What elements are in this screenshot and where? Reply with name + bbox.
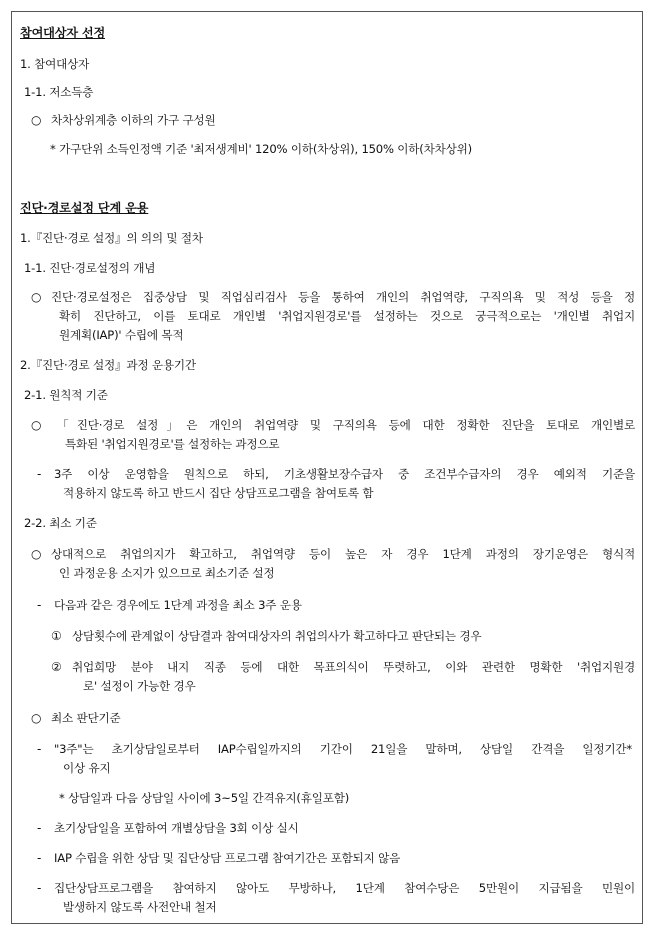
section-heading-diagnosis: 진단·경로설정 단계 운용 <box>20 201 149 215</box>
subitem-concept: 1-1. 진단·경로설정의 개념 <box>24 261 156 275</box>
circled-number-2: ② <box>51 660 62 674</box>
case-1-text: 상담횟수에 관계없이 상담결과 참여대상자의 취업의사가 확고하다고 판단되는 경우 <box>72 629 482 643</box>
principle-dash-line-2: 적용하지 않도록 하고 반드시 집단 상담프로그램을 참여토록 함 <box>63 486 374 500</box>
bullet-circle: ○ <box>31 547 42 561</box>
criteria-3weeks-line-1: "3주"는 초기상담일로부터 IAP수립일까지의 기간이 21일을 말하며, 상담일 간격을 일정기간* <box>54 742 632 756</box>
item-operation-period: 2.『진단·경로 설정』과정 운용기간 <box>20 358 196 372</box>
principle-line-1: 「진단·경로 설정」은 개인의 취업역량 및 구직의욕 등에 대한 정확한 진단을 토대로 개인별로 <box>57 418 635 432</box>
bullet-circle: ○ <box>31 418 42 432</box>
criteria-interval-note: * 상담일과 다음 상담일 사이에 3~5일 간격유지(휴일포함) <box>59 791 350 805</box>
minimum-cases-intro: 다음과 같은 경우에도 1단계 과정을 최소 3주 운용 <box>54 598 302 612</box>
dash-mark: - <box>37 467 42 481</box>
criteria-allowance-line-1: 집단상담프로그램을 참여하지 않아도 무방하나, 1단계 참여수당은 5만원이 지급됨을 민원이 <box>54 881 635 895</box>
minimum-line-1: 상대적으로 취업의지가 확고하고, 취업역량 등이 높은 자 경우 1단계 과정의 장기운영은 형식적 <box>51 547 635 561</box>
dash-mark: - <box>37 821 42 835</box>
concept-line-3: 원계획(IAP)' 수립에 목적 <box>59 328 184 342</box>
bullet-text: 차차상위계층 이하의 가구 구성원 <box>51 113 216 127</box>
concept-line-2: 확히 진단하고, 이를 토대로 개인별 '취업지원경로'를 설정하는 것으로 궁극적으로는 '개인별 취업지 <box>59 309 635 323</box>
item-participants: 1. 참여대상자 <box>20 57 90 71</box>
subitem-principle: 2-1. 원칙적 기준 <box>24 388 108 402</box>
minimum-criteria-title: 최소 판단기준 <box>51 711 121 725</box>
section-heading-participants: 참여대상자 선정 <box>20 26 106 40</box>
case-2-line-2: 로' 설정이 가능한 경우 <box>83 679 196 693</box>
principle-dash-line-1: 3주 이상 운영함을 원칙으로 하되, 기초생활보장수급자 중 조건부수급자의 경우 예외적 기준을 <box>54 467 635 481</box>
principle-line-2: 특화된 '취업지원경로'를 설정하는 과정으로 <box>65 437 280 451</box>
bullet-circle: ○ <box>31 711 42 725</box>
subitem-low-income: 1-1. 저소득층 <box>24 85 94 99</box>
criteria-3weeks-line-2: 이상 유지 <box>63 761 111 775</box>
item-diagnosis-meaning: 1.『진단·경로 설정』의 의의 및 절차 <box>20 231 203 245</box>
criteria-iap-excluded: IAP 수립을 위한 상담 및 집단상담 프로그램 참여기간은 포함되지 않음 <box>54 851 401 865</box>
circled-number-1: ① <box>51 629 62 643</box>
dash-mark: - <box>37 851 42 865</box>
criteria-individual-counseling: 초기상담일을 포함하여 개별상담을 3회 이상 실시 <box>54 821 299 835</box>
dash-mark: - <box>37 881 42 895</box>
criteria-allowance-line-2: 발생하지 않도록 사전안내 철저 <box>63 900 217 914</box>
bullet-circle: ○ <box>31 113 42 127</box>
bullet-circle: ○ <box>31 290 42 304</box>
minimum-line-2: 인 과정운용 소지가 있으므로 최소기준 설정 <box>59 566 275 580</box>
income-note: * 가구단위 소득인정액 기준 '최저생계비' 120% 이하(차상위), 150% 이하(차차상위) <box>50 142 472 156</box>
dash-mark: - <box>37 742 42 756</box>
subitem-minimum: 2-2. 최소 기준 <box>24 516 97 530</box>
dash-mark: - <box>37 598 42 612</box>
concept-line-1: 진단·경로설정은 집중상담 및 직업심리검사 등을 통하여 개인의 취업역량, 구직의욕 및 적성 등을 정 <box>51 290 635 304</box>
case-2-line-1: 취업희망 분야 내지 직종 등에 대한 목표의식이 뚜렷하고, 이와 관련한 명확한 '취업지원경 <box>72 660 635 674</box>
